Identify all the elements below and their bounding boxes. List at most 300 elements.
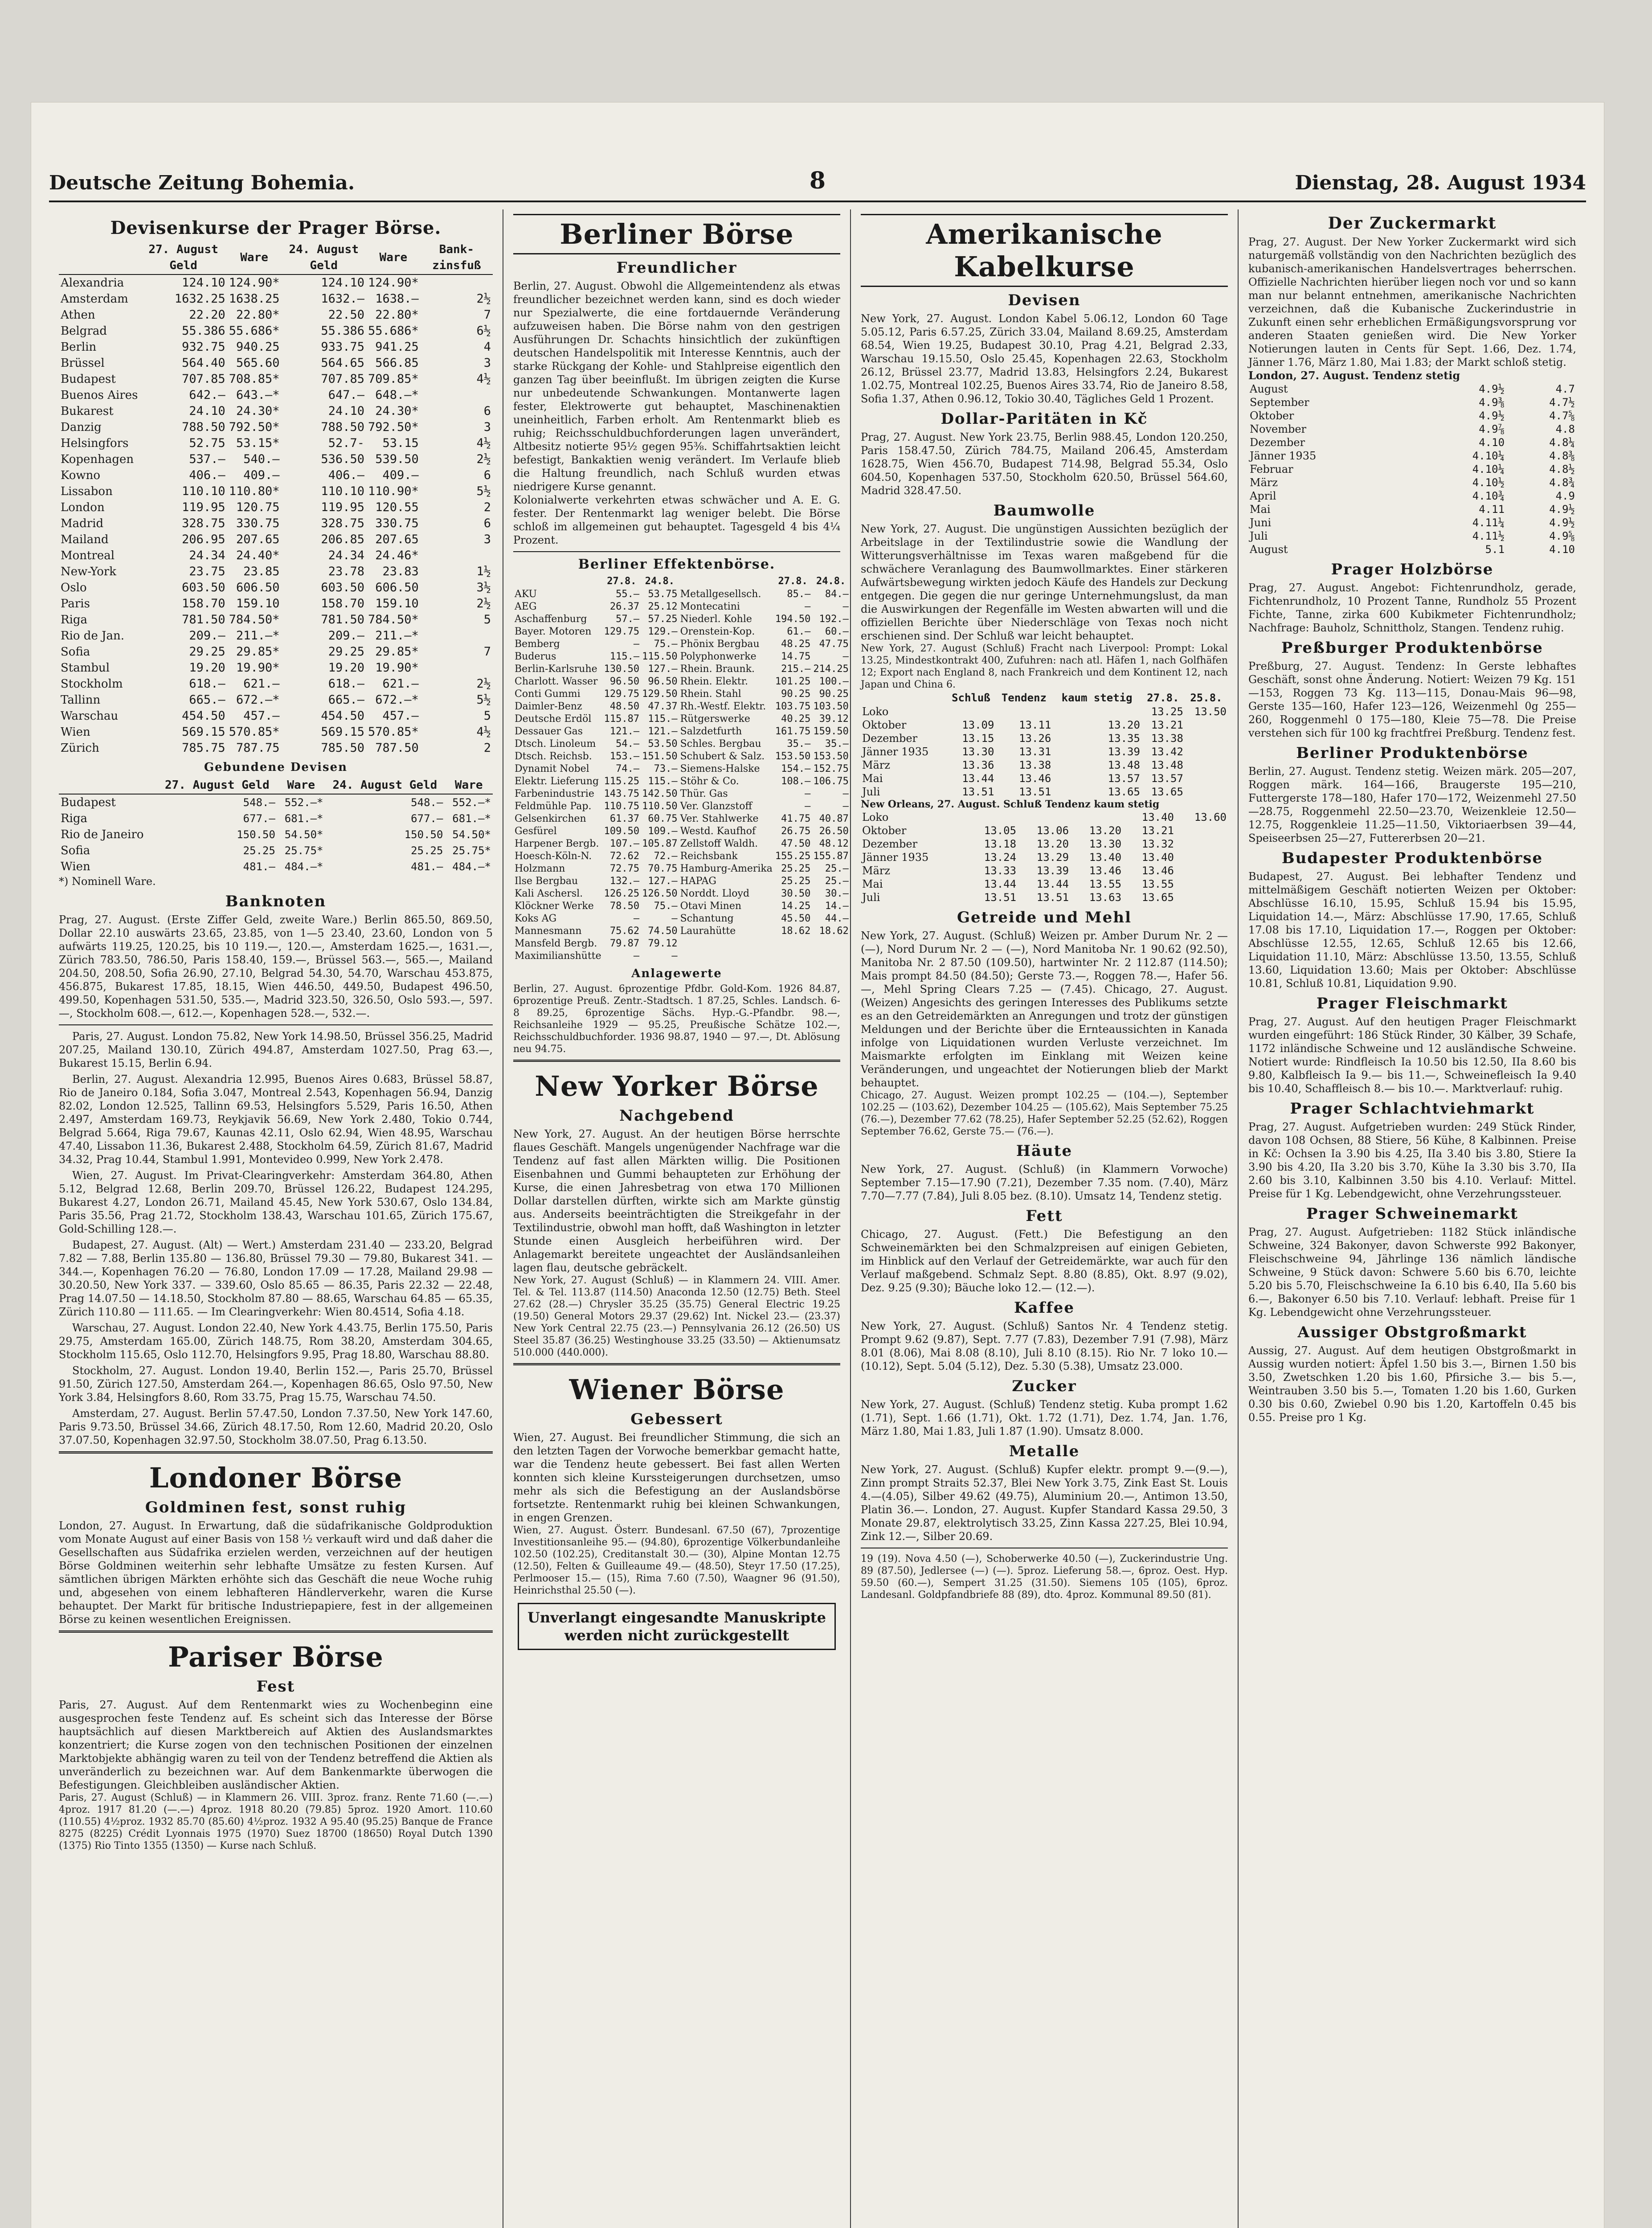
table-cell: 5½ bbox=[476, 484, 491, 498]
table-cell: 48.50 bbox=[609, 701, 640, 712]
table-cell: 13.24 bbox=[984, 851, 1017, 864]
table-cell: 13.55 bbox=[1089, 878, 1122, 890]
table-cell: 47.37 bbox=[648, 701, 678, 712]
table-cell: 124.10 bbox=[182, 276, 225, 290]
newspaper-page bbox=[31, 102, 1604, 2228]
london-title: Londoner Börse bbox=[149, 1462, 403, 1494]
table-cell: 120.55 bbox=[375, 500, 419, 514]
table-row bbox=[513, 900, 850, 913]
table-row bbox=[59, 548, 493, 564]
cotton-no-head: New Orleans, 27. August. Schluß Tendenz kaum stetig bbox=[861, 799, 1160, 810]
table-cell: 13.32 bbox=[1141, 838, 1174, 850]
table-cell: 23.75 bbox=[189, 565, 225, 578]
table-cell: 110.10 bbox=[321, 484, 364, 498]
table-cell: Norddt. Lloyd bbox=[680, 888, 750, 899]
table-row bbox=[513, 713, 850, 725]
table-cell: 150.50 bbox=[237, 828, 275, 841]
table-cell: 787.50 bbox=[375, 741, 419, 755]
table-row bbox=[59, 451, 493, 467]
table-cell: 24.34 bbox=[189, 549, 225, 562]
table-cell: Schles. Bergbau bbox=[680, 738, 761, 749]
table-cell: Metallgesellsch. bbox=[680, 589, 761, 600]
table-cell: 13.11 bbox=[1019, 719, 1051, 731]
table-cell: 603.50 bbox=[182, 581, 225, 594]
table-row bbox=[59, 740, 493, 756]
table-cell: 13.50 bbox=[1194, 705, 1227, 718]
table-cell: Lissabon bbox=[61, 485, 113, 498]
table-cell: 13.21 bbox=[1141, 824, 1174, 837]
table-cell: 618.— bbox=[328, 677, 364, 691]
table-cell bbox=[1070, 811, 1123, 824]
table-cell: Tallinn bbox=[61, 693, 101, 707]
parity-text: Prag, 27. August. New York 23.75, Berlin 988.45, London 120.250, Paris 158.47.50, Zürich 784.75, Mailand 206.45, Amsterdam 1628.75, Wien 456.70, Budapest 714.98, Belgrad 55.34, Oslo 604.50, Kopenhagen 537.50, Stockholm 620.50, Brüssel 564.60, Madrid 328.47.50. bbox=[861, 431, 1228, 497]
table-cell: Rh.-Westf. Elektr. bbox=[680, 701, 766, 712]
devisen-subtitle: Devisen bbox=[1008, 291, 1081, 309]
table-row bbox=[59, 419, 493, 435]
table-cell: 132.— bbox=[609, 876, 640, 887]
table-cell: 7 bbox=[483, 308, 491, 322]
table-cell: 143.75 bbox=[604, 788, 640, 799]
column-header: Bank-zinsfuß bbox=[421, 241, 493, 274]
table-cell: 13.44 bbox=[1036, 878, 1069, 890]
table-cell: 44.— bbox=[825, 913, 849, 924]
table-cell: 4.9½ bbox=[1479, 383, 1505, 395]
column-header bbox=[679, 575, 774, 588]
table-cell: 4.9½ bbox=[1479, 410, 1505, 422]
table-cell: 6 bbox=[483, 404, 491, 418]
table-row bbox=[513, 738, 850, 750]
metals-subtitle: Metalle bbox=[1009, 1442, 1080, 1460]
table-cell: September bbox=[1250, 396, 1309, 409]
table-row bbox=[59, 274, 493, 291]
cattle-title: Prager Schlachtviehmarkt bbox=[1290, 1100, 1535, 1118]
wien-subtitle: Gebessert bbox=[630, 1410, 723, 1428]
table-cell: Daimler-Benz bbox=[515, 701, 582, 712]
table-cell bbox=[1018, 811, 1070, 824]
table-cell: Juli bbox=[862, 891, 880, 904]
table-row bbox=[59, 660, 493, 676]
table-cell: 13.51 bbox=[984, 891, 1017, 904]
foreign-note: *) Nominell Ware. bbox=[59, 875, 156, 888]
table-cell: Klöckner Werke bbox=[515, 901, 594, 912]
table-cell: 13.40 bbox=[1141, 851, 1174, 864]
table-cell: 26.50 bbox=[819, 826, 849, 837]
table-cell: 25.— bbox=[825, 863, 849, 874]
table-cell: Orenstein-Kop. bbox=[680, 626, 755, 637]
table-cell: 120.75 bbox=[236, 500, 280, 514]
table-cell: 14.75 bbox=[781, 651, 811, 662]
table-cell: 25.— bbox=[825, 876, 849, 887]
table-cell: Helsingfors bbox=[61, 437, 129, 450]
table-cell: Rütgerswerke bbox=[680, 713, 750, 725]
table-cell: 115.50 bbox=[642, 651, 678, 662]
table-cell: 124.10 bbox=[321, 276, 364, 290]
table-cell: 787.75 bbox=[236, 741, 280, 755]
table-row bbox=[513, 938, 850, 950]
table-cell bbox=[1185, 772, 1228, 785]
table-cell: 115.— bbox=[648, 776, 678, 787]
table-row bbox=[59, 403, 493, 419]
table-cell: März bbox=[1250, 476, 1278, 489]
table-cell: 13.46 bbox=[1089, 864, 1122, 877]
table-cell bbox=[1175, 891, 1228, 904]
table-cell: New-York bbox=[61, 565, 117, 578]
table-cell: 35.— bbox=[787, 738, 811, 749]
table-cell: 24.40* bbox=[236, 549, 280, 562]
table-cell: Juni bbox=[1250, 516, 1272, 529]
table-cell: 1632.25 bbox=[174, 292, 225, 306]
table-cell: 53.50 bbox=[648, 738, 678, 749]
table-cell: Danzig bbox=[61, 421, 102, 434]
fats-text: Chicago, 27. August. (Fett.) Die Befestigung an den Schweinemärkten bei den Schmalzpreisen auf einigen Gebieten, im Hinblick auf den Verlauf der Getreidemärkte, war auch für den Verlauf maßgebend. Schmalz Sept. 8.80 (8.85), Okt. 8.97 (9.02), Dez. 9.25 (9.30); Bäuche loko 12.— (12.—). bbox=[861, 1228, 1228, 1294]
table-cell: 26.37 bbox=[609, 601, 640, 612]
table-cell: 110.10 bbox=[182, 484, 225, 498]
table-row bbox=[513, 700, 850, 713]
table-cell: — bbox=[842, 801, 849, 812]
table-cell: 57.25 bbox=[648, 614, 678, 625]
anleihe-text: Berlin, 27. August. 6prozentige Pfdbr. Gold-Kom. 1926 84.87, 6prozentige Preuß. Zentr.-Stadtsch. 1 87.25, Schles. Landsch. 6-8 89.25, 6prozentige Sächs. Hyp.-G.-Pfandbr. 98.—, Reichsanleihe 1929 — 95.25, Preußische Schätze 102.—, Reichsschuldbuchforder. 1936 98.87, 1940 — 97.—, Dt. Ablösung neu 94.75. bbox=[513, 983, 840, 1055]
pressburg-text: Preßburg, 27. August. Tendenz: In Gerste lebhaftes Geschäft, sonst ohne Änderung. Notiert: Weizen 79 Kg. 151—153, Roggen 73 Kg. 113—115, Donau-Mais 96—98, Gerste 135—160, Hafer 123—126, Weizenmehl 0g 255—260, Roggenmehl 0 175—180, Kleie 75—78. Die Preise verstehen sich für 100 kg frachtfrei Preßburg. Tendenz fest. bbox=[1248, 660, 1576, 739]
table-cell: 100.— bbox=[819, 676, 849, 687]
fruit-text: Aussig, 27. August. Auf dem heutigen Obstgroßmarkt in Aussig wurden notiert: Äpfel 1.50 bis 3.—, Birnen 1.50 bis 3.50, Zwetschken 1.20 bis 1.60, Pfirsiche 3.— bis 5.—, Weintrauben 3.50 bis 5.—, Tomaten 1.20 bis 1.60, Gurken 0.30 bis 0.60, Zwiebel 0.90 bis 1.20, Kartoffeln 0.45 bis 0.55. Preise pro 1 Kg. bbox=[1248, 1344, 1576, 1424]
table-cell: 150.50 bbox=[404, 828, 443, 841]
table-cell: 158.70 bbox=[182, 597, 225, 610]
table-cell: 566.85 bbox=[375, 356, 419, 370]
table-cell: Holzmann bbox=[515, 863, 565, 874]
table-cell: Hamburg-Amerika bbox=[680, 863, 773, 874]
table-cell: 454.50 bbox=[321, 709, 364, 723]
table-row bbox=[59, 291, 493, 307]
table-cell: Mansfeld Bergb. bbox=[515, 938, 597, 949]
table-cell: Rhein. Elektr. bbox=[680, 676, 748, 687]
chicago-text: Chicago, 27. August. Weizen prompt 102.25 — (104.—), September 102.25 — (103.62), Dezember 104.25 — (105.62), Mais September 75.25 (76.—), Dezember 77.62 (78.25), Hafer September 52.25 (52.62), Roggen September 76.62, Gerste 75.— (76.—). bbox=[861, 1090, 1228, 1137]
table-row bbox=[513, 838, 850, 850]
table-row bbox=[1248, 382, 1576, 396]
table-cell: Charlott. Wasser bbox=[515, 676, 598, 687]
sugar-market-title: Der Zuckermarkt bbox=[1328, 214, 1497, 233]
table-row bbox=[513, 863, 850, 875]
table-cell bbox=[774, 950, 812, 962]
table-row bbox=[1248, 489, 1576, 503]
table-cell: 110.90* bbox=[368, 484, 419, 498]
table-cell bbox=[1185, 758, 1228, 772]
table-row bbox=[59, 692, 493, 708]
table-cell: 55.386 bbox=[182, 324, 225, 338]
table-row bbox=[1248, 503, 1576, 516]
sugar-subtitle: Zucker bbox=[1012, 1377, 1077, 1395]
table-cell: 13.09 bbox=[962, 719, 994, 731]
table-cell: 552.—* bbox=[452, 796, 491, 809]
column-header: 24.8. bbox=[645, 576, 675, 587]
table-cell: 129.— bbox=[648, 626, 678, 637]
table-cell: 142.50 bbox=[642, 788, 678, 799]
table-cell: 4.10¼ bbox=[1472, 463, 1505, 475]
cotton-ny-table bbox=[861, 691, 1228, 799]
table-cell: 41.75 bbox=[781, 813, 811, 824]
table-cell: 19.90* bbox=[236, 661, 280, 675]
table-cell: 103.50 bbox=[813, 701, 849, 712]
table-cell: 406.— bbox=[189, 468, 225, 482]
market-report: Paris, 27. August. London 75.82, New York 14.98.50, Brüssel 356.25, Madrid 207.25, Mailand 130.10, Zürich 494.87, Amsterdam 1027.50, Prag 63.—, Bukarest 15.15, Berlin 6.94. bbox=[59, 1030, 493, 1069]
table-cell: 52.75 bbox=[189, 436, 225, 450]
table-cell: 606.50 bbox=[375, 581, 419, 594]
table-cell: 107.— bbox=[609, 838, 640, 849]
table-cell: November bbox=[1250, 423, 1307, 435]
meat-title: Prager Fleischmarkt bbox=[1316, 995, 1508, 1012]
foreign-title: Gebundene Devisen bbox=[204, 761, 348, 774]
pressburg-title: Preßburger Produktenbörse bbox=[1281, 639, 1543, 657]
table-cell: 709.85* bbox=[368, 372, 419, 386]
table-cell: Rio de Jan. bbox=[61, 629, 125, 643]
table-cell: Juli bbox=[862, 786, 880, 798]
table-cell: 207.65 bbox=[236, 532, 280, 546]
table-cell: Mai bbox=[862, 772, 883, 785]
table-cell: 22.80* bbox=[375, 308, 419, 322]
table-cell: 121.— bbox=[609, 726, 640, 737]
table-cell: 24.10 bbox=[328, 404, 364, 418]
paris-title: Pariser Börse bbox=[168, 1641, 384, 1673]
table-row bbox=[861, 718, 1228, 732]
table-cell: 707.85 bbox=[182, 372, 225, 386]
table-cell: Farbenindustrie bbox=[515, 788, 594, 799]
column-header: kaum stetig bbox=[1061, 692, 1133, 704]
table-cell: Conti Gummi bbox=[515, 688, 581, 700]
table-cell: 39.12 bbox=[819, 713, 849, 725]
table-cell: Mannesmann bbox=[515, 926, 582, 937]
table-cell: Siemens-Halske bbox=[680, 763, 760, 774]
table-row bbox=[861, 785, 1228, 799]
table-cell: 45.50 bbox=[781, 913, 811, 924]
table-cell: 13.33 bbox=[984, 864, 1017, 877]
table-cell bbox=[995, 705, 1052, 718]
table-cell: 4.10¾ bbox=[1472, 490, 1505, 502]
table-cell: 708.85* bbox=[229, 372, 280, 386]
column-header: Ware bbox=[227, 241, 282, 274]
table-cell: Ver. Glanzstoff bbox=[680, 801, 752, 812]
table-cell: 2½ bbox=[476, 597, 491, 610]
table-cell: 25.25 bbox=[781, 876, 811, 887]
table-cell: 933.75 bbox=[321, 340, 364, 354]
table-cell: 54.50* bbox=[452, 828, 491, 841]
table-cell: 2½ bbox=[476, 452, 491, 466]
ny-devisen-text: New York, 27. August. London Kabel 5.06.12, London 60 Tage 5.05.12, Paris 6.57.25, Zürich 33.04, Mailand 8.69.25, Amsterdam 68.54, Wien 19.25, Budapest 30.10, Prag 4.21, Belgrad 2.33, Warschau 19.15.50, Oslo 25.45, Kopenhagen 22.63, Stockholm 26.12, Brüssel 23.77, Madrid 13.83, Helsingfors 2.24, Bukarest 1.02.75, Montreal 102.25, Buenos Aires 33.74, Rio de Janeiro 8.58, Sofia 1.37, Athen 0.96.12, Tokio 30.40, Tägliches Geld 1 Prozent. bbox=[861, 312, 1228, 405]
table-cell: 4 bbox=[483, 340, 491, 354]
table-cell: 153.50 bbox=[775, 751, 811, 762]
table-cell: 13.48 bbox=[1151, 759, 1183, 771]
table-cell: 70.75 bbox=[648, 863, 678, 874]
table-cell: 214.25 bbox=[813, 663, 849, 675]
table-cell: Wien bbox=[61, 725, 90, 739]
table-cell: 105.87 bbox=[642, 838, 678, 849]
table-row bbox=[513, 775, 850, 788]
table-cell: Rio de Janeiro bbox=[61, 828, 144, 841]
table-row bbox=[59, 307, 493, 323]
table-cell: 13.25 bbox=[1151, 705, 1183, 718]
table-cell: 215.— bbox=[781, 663, 811, 675]
table-cell: 569.15 bbox=[182, 725, 225, 739]
newspaper-title: Deutsche Zeitung Bohemia. bbox=[49, 172, 355, 194]
table-cell: 672.—* bbox=[375, 693, 419, 707]
table-cell: 2½ bbox=[476, 677, 491, 691]
table-cell bbox=[1185, 745, 1228, 758]
paris-subtitle: Fest bbox=[256, 1678, 295, 1696]
table-cell: Februar bbox=[1250, 463, 1293, 475]
table-cell: 18.62 bbox=[781, 926, 811, 937]
table-row bbox=[513, 601, 850, 613]
table-cell: Bayer. Motoren bbox=[515, 626, 592, 637]
table-cell: 194.50 bbox=[775, 614, 811, 625]
table-cell: Niederl. Kohle bbox=[680, 614, 752, 625]
table-cell: 4.11¼ bbox=[1472, 516, 1505, 529]
table-row bbox=[59, 612, 493, 628]
table-cell: 681.—* bbox=[284, 812, 323, 825]
table-cell: 570.85* bbox=[368, 725, 419, 739]
grain-subtitle: Getreide und Mehl bbox=[957, 909, 1132, 926]
table-cell: 409.— bbox=[243, 468, 280, 482]
table-cell: April bbox=[1250, 490, 1276, 502]
table-cell: — bbox=[633, 639, 640, 650]
wien-title: Wiener Börse bbox=[569, 1373, 785, 1406]
table-cell: 4.10 bbox=[1549, 543, 1575, 556]
table-cell: — bbox=[671, 950, 678, 962]
table-cell: 648.—* bbox=[375, 388, 419, 402]
table-cell: 681.—* bbox=[452, 812, 491, 825]
table-cell: 110.75 bbox=[604, 801, 640, 812]
table-cell: Bemberg bbox=[515, 639, 560, 650]
table-cell: 155.87 bbox=[813, 851, 849, 862]
table-cell: 55.686* bbox=[229, 324, 280, 338]
column-header: Ware bbox=[277, 777, 325, 794]
table-row bbox=[861, 732, 1228, 745]
table-cell: 109.50 bbox=[604, 826, 640, 837]
column-berlin bbox=[503, 209, 851, 2228]
table-cell: Belgrad bbox=[61, 324, 107, 338]
table-row bbox=[59, 676, 493, 692]
table-cell: Mai bbox=[1250, 503, 1271, 516]
table-cell: Kopenhagen bbox=[61, 453, 134, 466]
table-cell: 4.7 bbox=[1555, 383, 1575, 395]
table-cell: 4.8¼ bbox=[1549, 436, 1575, 449]
table-cell: 564.40 bbox=[182, 356, 225, 370]
table-cell: 19.90* bbox=[375, 661, 419, 675]
table-cell: Deutsche Erdöl bbox=[515, 713, 592, 725]
table-cell: Rhein. Stahl bbox=[680, 688, 741, 700]
table-row bbox=[513, 626, 850, 638]
table-cell: 941.25 bbox=[375, 340, 419, 354]
london-subtitle: Goldminen fest, sonst ruhig bbox=[145, 1499, 407, 1516]
table-cell: 1½ bbox=[476, 565, 491, 578]
table-cell: 124.90* bbox=[229, 276, 280, 290]
american-title: Amerikanische Kabelkurse bbox=[861, 214, 1228, 287]
table-row bbox=[59, 467, 493, 483]
table-row bbox=[861, 851, 1228, 864]
table-cell: 47.75 bbox=[819, 639, 849, 650]
table-cell: 781.50 bbox=[182, 613, 225, 627]
table-cell bbox=[421, 274, 493, 291]
column-header bbox=[59, 241, 140, 274]
table-cell: 4½ bbox=[476, 725, 491, 739]
column-header bbox=[59, 777, 157, 794]
table-cell: 5½ bbox=[476, 693, 491, 707]
table-row bbox=[513, 825, 850, 838]
table-cell: 13.18 bbox=[984, 838, 1017, 850]
table-row bbox=[513, 788, 850, 800]
table-cell: 5 bbox=[483, 613, 491, 627]
banknotes-text: Prag, 27. August. (Erste Ziffer Geld, zweite Ware.) Berlin 865.50, 869.50, Dollar 22.10 auswärts 23.65, 23.85, von 1—5 23.40, 23.60, London von 5 aufwärts 119.25, 120.25, bis 10 119.—, 120.—, Amsterdam 1625.—, 1631.—, Zürich 783.50, 786.50, Paris 158.40, 159.—, Brüssel 563.—, 565.—, Mailand 204.50, 208.50, Sofia 26.90, 27.10, Belgrad 54.30, 54.70, Warschau 453.875, 456.875, Bukarest 17.85, 18.15, Wien 446.50, 449.50, Budapest 496.50, 499.50, Kopenhagen 531.50, 535.—, Madrid 323.50, 326.50, Oslo 593.—, 597.—, Stockholm 608.—, 612.—, Kopenhagen 528.—, 532.—. bbox=[59, 913, 493, 1020]
table-cell: 647.— bbox=[328, 388, 364, 402]
paris-text: Paris, 27. August. Auf dem Rentenmarkt wies zu Wochenbeginn eine ausgesprochen feste Tendenz auf. Es scheint sich das Interesse der Börse hauptsächlich auf diesen Marktbereich auf Aktien des Auslandsmarktes konzentriert; die Kurse zogen von den technischen Positionen der einzelnen Marktobjekte abhängig waren zu teil von der Tendenz betreffend die Aktien als unveränderlich zu bezeichnen war. Auf dem Bankenmarkte überwogen die Befestigungen. Gleichbleiben ausländischer Aktien. bbox=[59, 1699, 493, 1791]
column-devisen bbox=[49, 209, 503, 2228]
table-cell: 621.— bbox=[382, 677, 419, 691]
table-cell: 61.37 bbox=[609, 813, 640, 824]
table-cell: 13.51 bbox=[962, 786, 994, 798]
table-cell: 328.75 bbox=[182, 516, 225, 530]
table-cell: 642.— bbox=[189, 388, 225, 402]
table-cell: 13.15 bbox=[962, 732, 994, 745]
table-row bbox=[861, 864, 1228, 877]
table-cell: 129.75 bbox=[604, 626, 640, 637]
table-cell: Reichsbank bbox=[680, 851, 738, 862]
table-cell bbox=[421, 548, 493, 564]
table-cell: Alexandria bbox=[61, 276, 124, 290]
table-cell: März bbox=[862, 759, 890, 771]
table-cell: 57.— bbox=[616, 614, 640, 625]
table-row bbox=[861, 824, 1228, 837]
table-cell: 13.44 bbox=[984, 878, 1017, 890]
table-cell: 53.75 bbox=[648, 589, 678, 600]
table-cell: 4.8¾ bbox=[1549, 476, 1575, 489]
table-cell: Aschaffenburg bbox=[515, 614, 587, 625]
table-cell: Riga bbox=[61, 812, 88, 825]
table-cell: 103.75 bbox=[775, 701, 811, 712]
column-header: 27.8. bbox=[1147, 692, 1179, 704]
table-cell: Phönix Bergbau bbox=[680, 639, 760, 650]
table-cell: Oslo bbox=[61, 581, 87, 594]
table-row bbox=[59, 500, 493, 516]
table-cell: Athen bbox=[61, 308, 95, 322]
table-cell: 152.75 bbox=[813, 763, 849, 774]
table-row bbox=[513, 763, 850, 775]
london-text: London, 27. August. In Erwartung, daß die südafrikanische Goldproduktion vom Monate August auf einer Basis von 158 ½ verkauft wird und daß daher die Gesellschaften aus Südafrika erzielen werden, verzeichnen auf der heutigen Börse Goldminen weiterhin sehr lebhafte Umsätze zu festen Kursen. Auf sämtlichen übrigen Märkten erhöhte sich das Geschäft die neue Woche ruhig und, abgesehen von einem lebhafteren Händlerverkehr, waren die Kurse behauptet. Der Markt für britische Industriepapiere, fest in der allgemeinen Börse zu keinen wesentlichen Ereignissen. bbox=[59, 1519, 493, 1626]
table-row bbox=[861, 772, 1228, 785]
table-cell: 126.25 bbox=[604, 888, 640, 899]
table-cell bbox=[965, 811, 1018, 824]
table-cell: Dynamit Nobel bbox=[515, 763, 589, 774]
table-cell: 14.25 bbox=[781, 901, 811, 912]
table-cell: 4.7⅝ bbox=[1549, 410, 1575, 422]
table-cell: Oktober bbox=[862, 824, 907, 837]
table-row bbox=[59, 532, 493, 548]
table-cell: 569.15 bbox=[321, 725, 364, 739]
table-cell: 25.75* bbox=[284, 844, 323, 857]
table-cell: 192.— bbox=[819, 614, 849, 625]
table-cell: 792.50* bbox=[368, 420, 419, 434]
table-cell: 540.— bbox=[243, 452, 280, 466]
table-cell: Ver. Stahlwerke bbox=[680, 813, 759, 824]
table-cell: Madrid bbox=[61, 517, 104, 530]
table-row bbox=[59, 580, 493, 596]
table-cell: 40.25 bbox=[781, 713, 811, 725]
grain-text: New York, 27. August. (Schluß) Weizen pr. Amber Durum Nr. 2 — (—), Nord Durum Nr. 2 — (—), Nord Manitoba Nr. 1 90.62 (92.50), Manitoba Nr. 2 87.50 (109.50), hartwinter Nr. 2 112.87 (114.50); Mais prompt 84.50 (84.50); Gerste 73.—, Roggen 78.—, Hafer 56.—, Mehl Spring Clears 7.25 — (7.45). Chicago, 27. August. (Weizen) Angesichts des geringen Interesses des Publikums setzte es an den Getreidemärkten an Anregungen und trotz der günstigen Meldungen und der Berichte über die Ernteaussichten in Kanada infolge von Liquidationen wurden Verluste verzeichnet. Im Maismarkte erfolgten im Einklang mit Weizen keine Veränderungen, und ungeachtet der Notierungen blieb der Markt behauptet. bbox=[861, 930, 1228, 1089]
table-cell: 13.51 bbox=[1019, 786, 1051, 798]
table-cell: 13.46 bbox=[1019, 772, 1051, 785]
column-header bbox=[513, 575, 603, 588]
table-cell: Dtsch. Linoleum bbox=[515, 738, 596, 749]
table-cell: 159.10 bbox=[375, 597, 419, 610]
table-cell: Dezember bbox=[1250, 436, 1305, 449]
table-cell: 75.— bbox=[654, 901, 678, 912]
table-cell: 24.46* bbox=[375, 549, 419, 562]
